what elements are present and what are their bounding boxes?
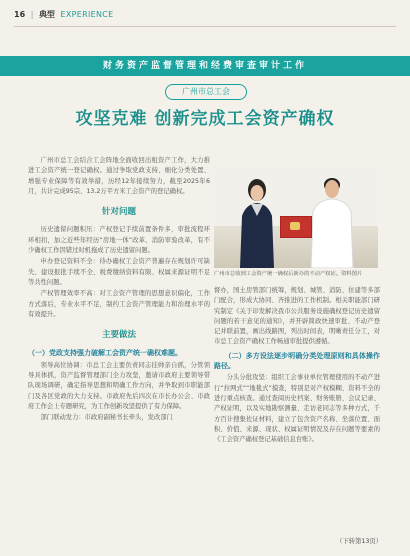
- paragraph-continued: 督办，国土房管部门统筹，规划、城管、消防、住建等多部门配合，形成大协同、齐推进的工作机制。相关职能部门研究制定《关于印发解决我市公共服务设施确权登记历史遗留问题的若干意见的通知》，并开辟简政快速审批、不动产登记并联前置，画出线路图，列出时间表，明晰责任分工，对市总工会资产确权工作畅通审批提供遵循。: [214, 287, 380, 346]
- column-tag-english: EXPERIENCE: [60, 10, 114, 19]
- page-header: [14, 8, 396, 22]
- paragraph-practice-3: 分头分批攻坚：组织工会事业单位管理使用的不动产进行“拉网式”“地毯式”摸查，特别是对产权模糊、资料不全的进行重点核查。通过查阅历史档案、财务账册、会议记录、产权证明，以及实地勘察测量、走访老同志等多种方式，千方百计搜集佐证材料，建立了包含资产名称、坐落位置、面积、价值、来源、现状、权属证明情况及存在问题等要素的《工会资产确权登记基础信息台账》。: [214, 374, 380, 444]
- subheading-2: （二）多方设法逐步明确分类处理原则和具体操作路径。: [214, 351, 380, 371]
- continuation-note: （下转第13页）: [336, 538, 382, 545]
- paragraph-problem-3: 产权管理效率不高：对工会资产管理的思想意识偏化，工作方式落后，专业水平不足，制约工会资产管理能力和治理水平的有效提升。: [28, 290, 210, 318]
- right-column: [214, 286, 380, 446]
- header-rule: [14, 26, 396, 27]
- intro-paragraph: 广州市总工会结合工会阵地全面收回出租资产工作，大力推进工会资产统一登记确权。通过争取党政支持、细化分类处置、增强专业保障等有效举措，历经12年接续努力，截至2025年6月，共计完成95宗、13.2万平方米工会资产的登记确权。: [28, 157, 210, 195]
- paragraph-problem-2: 申办登记资料不全：待办确权工会资产普遍存在规划许可缺失、建设报批手续不全、税费缴纳资料有限、权属来源证明不足等共性问题。: [28, 258, 210, 286]
- header-separator: |: [30, 10, 34, 19]
- section-banner: 财务资产监督管理和经费审查审计工作: [0, 56, 410, 76]
- column-tag: 典型: [38, 10, 55, 19]
- woman-figure: [234, 176, 280, 268]
- organization-badge: 广州市总工会: [165, 84, 247, 100]
- section-heading-problems: 针对问题: [101, 207, 136, 218]
- article-title: 攻坚克难 创新完成工会资产确权: [75, 109, 335, 129]
- paragraph-practice-2: 部门联动发力：市政府副秘书长牵头，发改部门: [40, 414, 173, 422]
- man-figure: [306, 174, 358, 268]
- section-heading-practices: 主要做法: [101, 330, 136, 341]
- paragraph-problem-1: 历史遗留问题积压：产权登记手续前置条件多，审批流程环环相扣，加之近些年经历“房地一体”改革、消防审验改革，有不少确权工作因错过时机拖成了历史遗留问题。: [28, 226, 210, 255]
- article-photo: [214, 164, 378, 268]
- left-column: [28, 156, 210, 425]
- paragraph-practice-1: 领导高位协调：市总工会主要负责同志挂帅亲自抓，分管领导具体抓，资产监督管理部门全力攻坚，邀请市政府主要领导带队现场调研，确定指导思想和明确工作方向，并争取到市职能部门及各区党政的大力支持。市政府先后四次在市长办公会、市政府工作会上专题研究，为工作创新攻坚提供了有力保障。: [28, 361, 210, 410]
- subheading-1: （一）党政支持强力破解工会资产统一确权难题。: [28, 349, 182, 358]
- property-certificate: [280, 216, 312, 238]
- page-number: 16: [14, 10, 26, 19]
- photo-caption: 广州市总收到工会资产统一确权后新办的不动产权证。资料图片: [214, 271, 363, 277]
